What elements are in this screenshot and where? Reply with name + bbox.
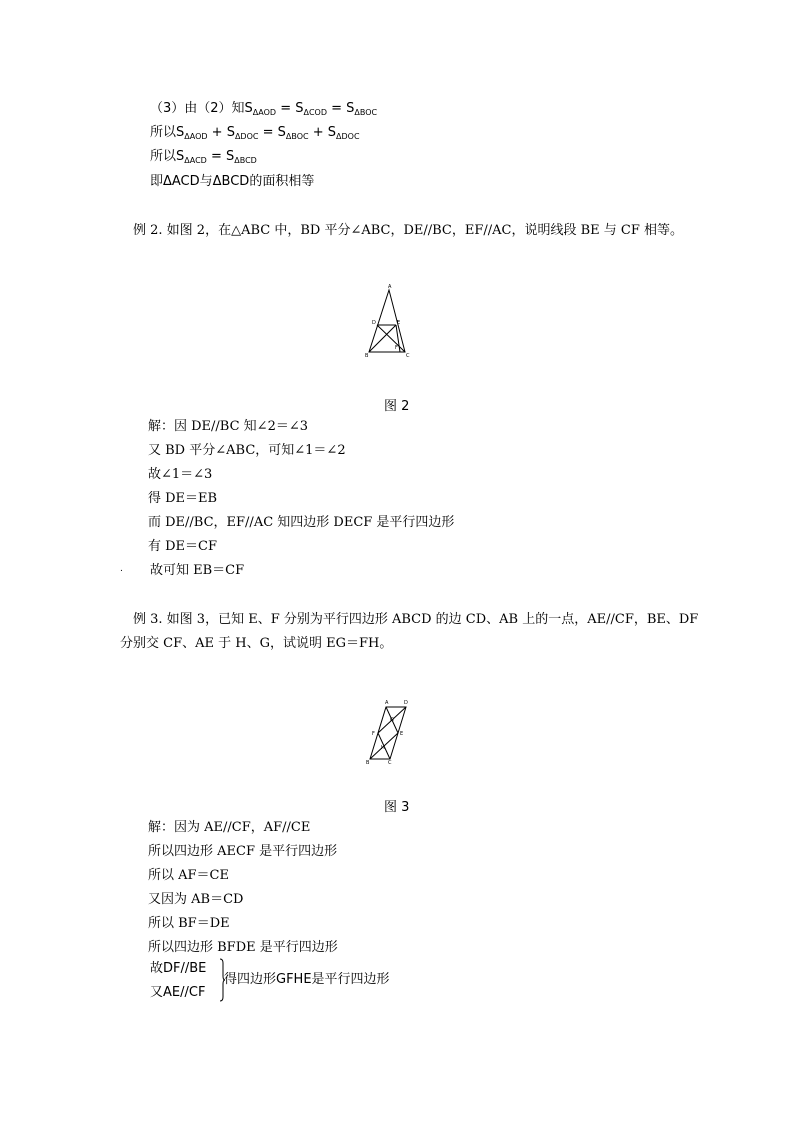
subscript: ΔCOD	[303, 108, 327, 117]
example2-statement: 例 2. 如图 2，在△ABC 中，BD 平分∠ABC，DE//BC，EF//AC，说明线段 BE 与 CF 相等。	[133, 223, 684, 238]
brace-bottom-line: 又AE//CF	[150, 985, 206, 1000]
label-a: A	[385, 700, 389, 706]
example2-solution-line: 又 BD 平分∠ABC，可知∠1＝∠2	[148, 443, 346, 458]
figure-2-caption: 图 2	[384, 399, 410, 414]
label-h: H	[381, 745, 385, 751]
figure-2-diagram	[362, 282, 412, 358]
text-segment: = S	[258, 125, 286, 140]
example2-solution-line: 故可知 EB＝CF	[150, 563, 245, 578]
subscript: ΔACD	[184, 156, 207, 165]
part3-line3	[150, 148, 257, 166]
example3-solution-line: 所以四边形 AECF 是平行四边形	[148, 844, 338, 859]
subscript: ΔDOC	[234, 132, 259, 141]
label-c: C	[388, 760, 392, 765]
text-segment: = S	[276, 101, 304, 116]
part3-line4: 即ΔACD与ΔBCD的面积相等	[150, 174, 315, 189]
text-segment: = S	[206, 149, 235, 164]
example3-statement-line1: 例 3. 如图 3，已知 E、F 分别为平行四边形 ABCD 的边 CD、AB 上的一点，AE//CF，BE、DF	[133, 612, 699, 627]
stray-mark: .	[120, 564, 123, 574]
label-e: E	[400, 731, 404, 737]
label-g: G	[390, 717, 394, 723]
label-b: B	[365, 353, 369, 358]
example3-statement-line2: 分别交 CF、AE 于 H、G，试说明 EG＝FH。	[120, 636, 393, 651]
text-segment: 所以S	[150, 149, 185, 164]
subscript: ΔBOC	[354, 108, 378, 117]
example2-solution-line: 有 DE＝CF	[148, 539, 218, 554]
subscript: ΔAOD	[184, 132, 208, 141]
label-f: F	[372, 731, 375, 737]
example3-solution-line: 又因为 AB＝CD	[148, 892, 244, 907]
text-segment: + S	[308, 125, 337, 140]
label-d: D	[372, 320, 376, 326]
segment-dc	[377, 325, 405, 352]
subscript: ΔDOC	[336, 132, 360, 141]
subscript: ΔBOC	[285, 132, 309, 141]
example2-solution-line: 解：因 DE//BC 知∠2＝∠3	[148, 419, 309, 434]
subscript: ΔBCD	[234, 156, 257, 165]
figure-3-caption: 图 3	[384, 800, 410, 815]
figure-3-diagram	[364, 697, 414, 765]
text-segment: （3）由（2）知S	[150, 101, 253, 116]
example2-solution-line: 得 DE＝EB	[148, 491, 218, 506]
label-c: C	[406, 353, 410, 358]
brace-top-line: 故DF//BE	[150, 961, 207, 976]
brace-result: 得四边形GFHE是平行四边形	[224, 972, 390, 987]
part3-line1	[150, 100, 377, 118]
part3-line2	[150, 124, 360, 142]
example2-solution-line: 故∠1＝∠3	[148, 467, 213, 482]
label-a: A	[388, 284, 392, 290]
example3-solution-line: 所以四边形 BFDE 是平行四边形	[148, 940, 338, 955]
text-segment: = S	[327, 101, 355, 116]
label-d: D	[404, 700, 408, 706]
text-segment: 所以S	[150, 125, 185, 140]
subscript: ΔAOD	[252, 108, 277, 117]
label-b: B	[366, 760, 370, 765]
label-e: E	[397, 320, 401, 326]
example3-solution-line: 解：因为 AE//CF，AF//CE	[148, 820, 311, 835]
label-f: F	[395, 345, 398, 351]
example2-solution-line: 而 DE//BC，EF//AC 知四边形 DECF 是平行四边形	[148, 515, 455, 530]
text-segment: + S	[207, 125, 235, 140]
example3-solution-line: 所以 BF＝DE	[148, 916, 230, 931]
example3-solution-line: 所以 AF＝CE	[148, 868, 229, 883]
